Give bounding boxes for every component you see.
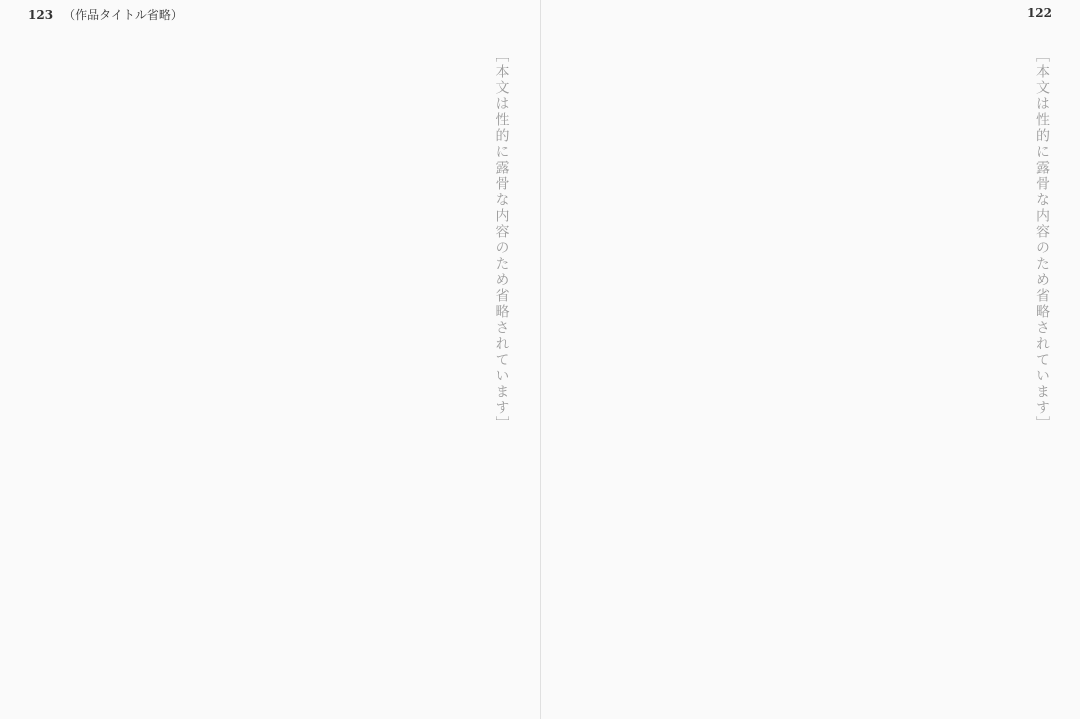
page-body-right: [565, 40, 1057, 699]
running-head-right: [1027, 6, 1052, 20]
page-number-right: 122: [1026, 6, 1052, 20]
running-title: （作品タイトル省略）: [63, 8, 183, 22]
redacted-text-notice: ［本文は性的に露骨な内容のため省略されています］: [493, 48, 510, 432]
running-head-left: [28, 6, 183, 23]
page-body-left: [24, 40, 516, 699]
page-number-left: 123: [28, 8, 54, 22]
redacted-text-notice: ［本文は性的に露骨な内容のため省略されています］: [1034, 48, 1050, 432]
page-right: [541, 0, 1080, 719]
